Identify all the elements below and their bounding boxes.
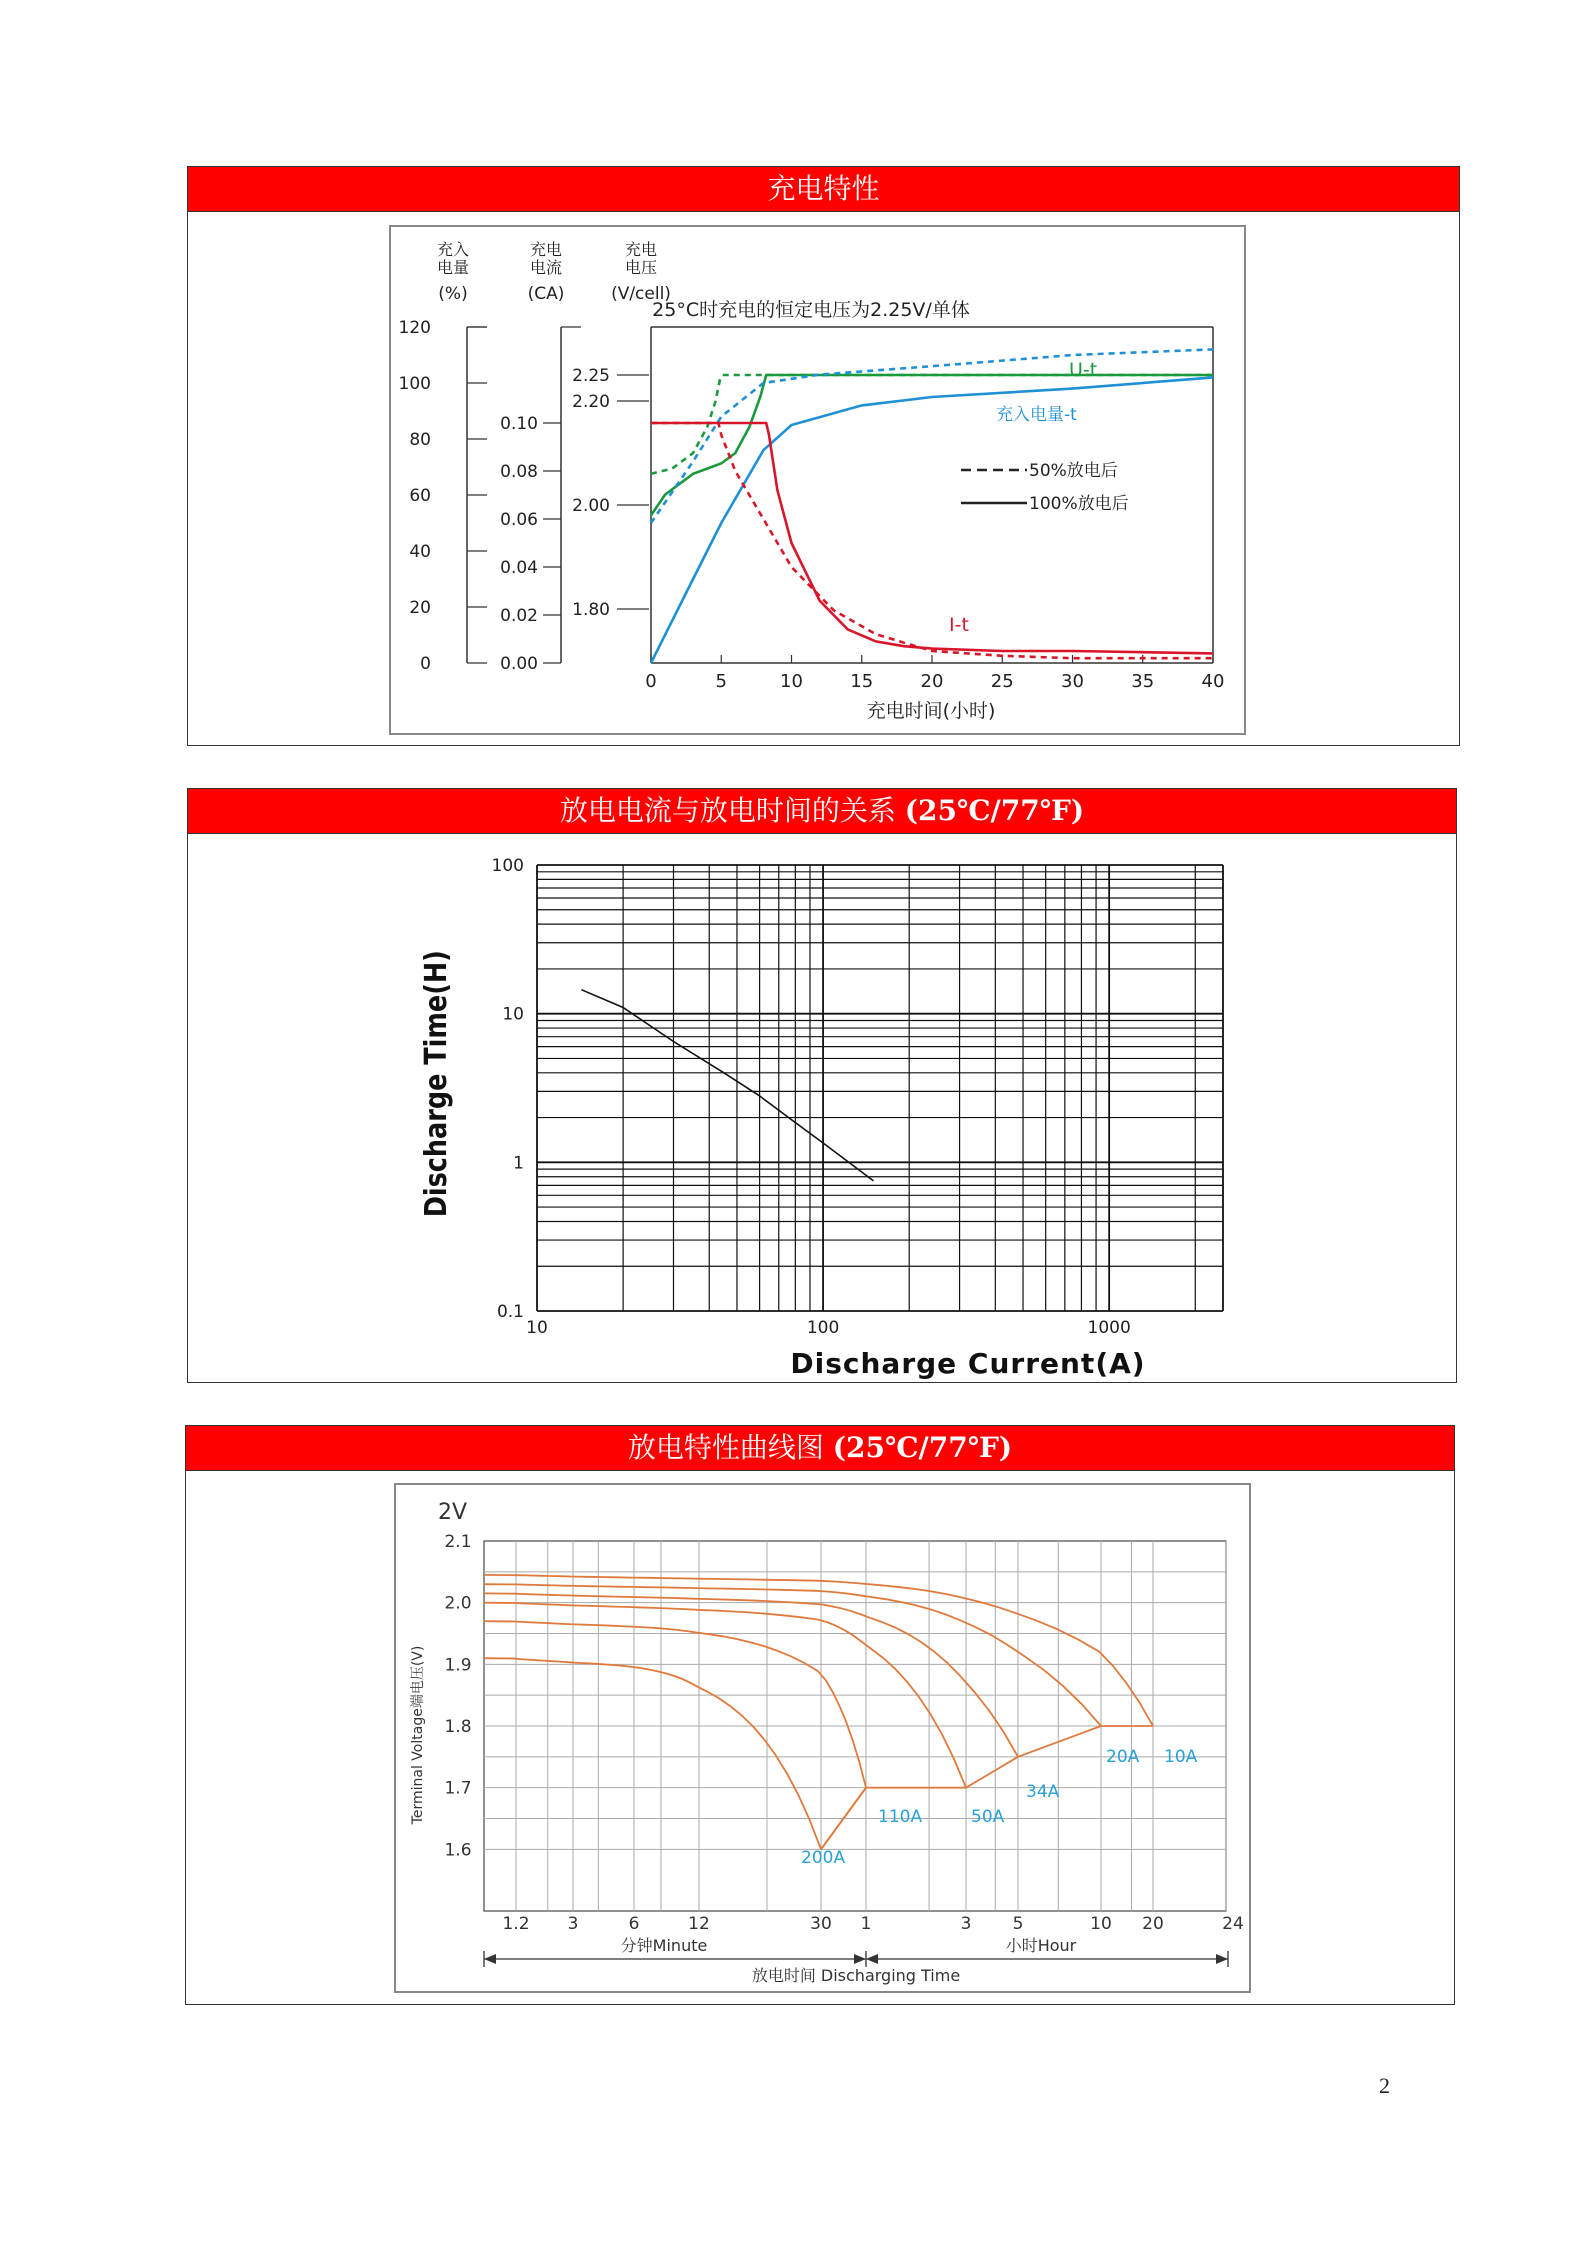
percent-tick-label: 60 bbox=[409, 486, 431, 506]
current-tick-label: 0.06 bbox=[500, 510, 538, 530]
y-tick-label: 100 bbox=[491, 856, 524, 876]
axis-unit: (%) bbox=[438, 284, 468, 304]
current-time-title-main: 放电电流与放电时间的关系 bbox=[559, 794, 896, 827]
x-tick-label: 24 bbox=[1222, 1914, 1244, 1934]
x-tick-label: 15 bbox=[850, 671, 874, 692]
charging-section-title: 充电特性 bbox=[188, 167, 1459, 212]
axis-header-line2: 电流 bbox=[529, 258, 563, 277]
series-line-green-dashed bbox=[651, 375, 1213, 474]
x-axis-label: 放电时间 Discharging Time bbox=[751, 1966, 961, 1985]
series-line-red-dashed bbox=[651, 423, 1213, 658]
x-tick-label: 25 bbox=[990, 671, 1014, 692]
voltage-unit-label: 2V bbox=[438, 1500, 468, 1525]
current-time-section-title bbox=[188, 789, 1456, 834]
y-axis-label: Discharge Time(H) bbox=[417, 950, 454, 1218]
percent-tick-label: 120 bbox=[398, 318, 431, 338]
x-axis-label: 充电时间(小时) bbox=[866, 700, 996, 722]
discharge-curve-110A bbox=[484, 1621, 866, 1788]
current-tick-label: 0.02 bbox=[500, 606, 538, 626]
percent-tick-label: 80 bbox=[409, 430, 431, 450]
x-tick-label: 100 bbox=[806, 1318, 840, 1338]
current-tick-label: 0.08 bbox=[500, 462, 538, 482]
axis-unit: (V/cell) bbox=[611, 284, 671, 304]
y-tick-label: 2.1 bbox=[444, 1532, 472, 1552]
annotation-charge-t: 充入电量-t bbox=[996, 405, 1077, 425]
x-tick-label: 40 bbox=[1201, 671, 1225, 692]
y-tick-label: 10 bbox=[502, 1004, 524, 1025]
x-tick-label: 0 bbox=[645, 671, 657, 692]
charging-chart-frame bbox=[389, 225, 1246, 735]
arrow-mid-head-left bbox=[854, 1954, 866, 1964]
x-tick-label: 1000 bbox=[1087, 1318, 1131, 1338]
x-tick-label: 10 bbox=[1090, 1914, 1112, 1934]
charging-chart bbox=[391, 227, 1244, 733]
x-tick-label: 1 bbox=[860, 1914, 872, 1934]
discharge-curve-10A bbox=[484, 1575, 1153, 1726]
voltage-tick-label: 2.00 bbox=[572, 496, 610, 516]
x-tick-label: 12 bbox=[688, 1914, 710, 1934]
arrow-right-head bbox=[1216, 1954, 1228, 1964]
discharge-title-main: 放电特性曲线图 bbox=[627, 1431, 824, 1464]
axis-header-line1: 充入 bbox=[436, 240, 470, 259]
x-tick-label: 5 bbox=[715, 671, 727, 692]
curve-label-50A: 50A bbox=[971, 1807, 1005, 1827]
current-tick-label: 0.04 bbox=[500, 558, 538, 578]
chart-title: 25°C时充电的恒定电压为2.25V/单体 bbox=[652, 299, 970, 321]
x-tick-label: 6 bbox=[628, 1914, 640, 1934]
percent-tick-label: 0 bbox=[420, 654, 431, 674]
percent-tick-label: 100 bbox=[398, 374, 431, 394]
y-tick-label: 1.6 bbox=[444, 1840, 472, 1861]
curve-label-200A: 200A bbox=[801, 1848, 846, 1868]
discharge-section bbox=[185, 1425, 1455, 2005]
annotation-it: I-t bbox=[949, 614, 969, 636]
x-tick-label: 35 bbox=[1131, 671, 1155, 692]
x-tick-label: 20 bbox=[1142, 1914, 1164, 1934]
x-axis-label: Discharge Current(A) bbox=[790, 1347, 1146, 1380]
axis-header-line1: 充电 bbox=[529, 240, 563, 259]
series-line-blue-solid bbox=[651, 377, 1213, 663]
curve-label-34A: 34A bbox=[1026, 1782, 1060, 1802]
x-tick-label: 1.2 bbox=[502, 1914, 530, 1934]
axis-unit: (CA) bbox=[527, 284, 565, 304]
current-time-title-condition: (25℃/77℉) bbox=[904, 794, 1085, 827]
voltage-tick-label: 1.80 bbox=[572, 600, 610, 620]
current-time-section bbox=[187, 788, 1457, 1383]
discharge-chart-frame bbox=[394, 1483, 1251, 1993]
y-tick-label: 1.8 bbox=[444, 1717, 472, 1737]
discharge-curve-34A bbox=[484, 1593, 1018, 1756]
axis-header-line2: 电量 bbox=[436, 258, 470, 277]
curve-label-10A: 10A bbox=[1164, 1747, 1198, 1767]
y-axis-label: Terminal Voltage端电压(V) bbox=[410, 1645, 426, 1825]
voltage-tick-label: 2.20 bbox=[572, 392, 610, 412]
current-tick-label: 0.10 bbox=[500, 414, 538, 434]
y-tick-label: 0.1 bbox=[496, 1302, 524, 1322]
voltage-tick-label: 2.25 bbox=[572, 366, 610, 386]
page-number: 2 bbox=[1379, 2073, 1390, 2098]
x-tick-label: 3 bbox=[960, 1914, 972, 1934]
x-tick-label: 5 bbox=[1012, 1914, 1024, 1934]
curve-label-110A: 110A bbox=[878, 1807, 923, 1827]
discharge-chart bbox=[396, 1485, 1249, 1991]
percent-tick-label: 40 bbox=[409, 542, 431, 562]
y-tick-label: 2.0 bbox=[444, 1593, 472, 1614]
current-time-chart bbox=[188, 835, 1454, 1380]
discharge-title-condition: (25℃/77℉) bbox=[832, 1431, 1013, 1464]
axis-header-line2: 电压 bbox=[624, 258, 658, 277]
legend-solid-label: 100%放电后 bbox=[1029, 494, 1129, 514]
series-line-red-solid bbox=[651, 423, 1213, 653]
arrow-mid-head-right bbox=[866, 1954, 878, 1964]
x-hour-label: 小时Hour bbox=[1005, 1936, 1077, 1955]
y-tick-label: 1.9 bbox=[444, 1655, 472, 1676]
arrow-left-head bbox=[484, 1954, 496, 1964]
current-tick-label: 0.00 bbox=[500, 654, 538, 674]
x-tick-label: 3 bbox=[567, 1914, 579, 1934]
discharge-time-line bbox=[581, 990, 873, 1181]
x-tick-label: 30 bbox=[1061, 671, 1084, 692]
x-tick-label: 10 bbox=[526, 1318, 548, 1338]
charging-section bbox=[187, 166, 1460, 746]
x-tick-label: 30 bbox=[810, 1914, 832, 1934]
x-tick-label: 20 bbox=[920, 671, 944, 692]
y-tick-label: 1 bbox=[513, 1153, 524, 1174]
discharge-curve-200A bbox=[484, 1658, 821, 1849]
discharge-section-title bbox=[186, 1426, 1454, 1471]
x-tick-label: 10 bbox=[780, 671, 803, 692]
curve-label-20A: 20A bbox=[1106, 1747, 1140, 1767]
axis-header-line1: 充电 bbox=[624, 240, 658, 259]
annotation-ut: U-t bbox=[1069, 359, 1098, 381]
x-minute-label: 分钟Minute bbox=[620, 1936, 708, 1955]
percent-tick-label: 20 bbox=[409, 598, 431, 618]
legend-dashed-label: 50%放电后 bbox=[1029, 461, 1118, 481]
y-tick-label: 1.7 bbox=[444, 1778, 472, 1799]
